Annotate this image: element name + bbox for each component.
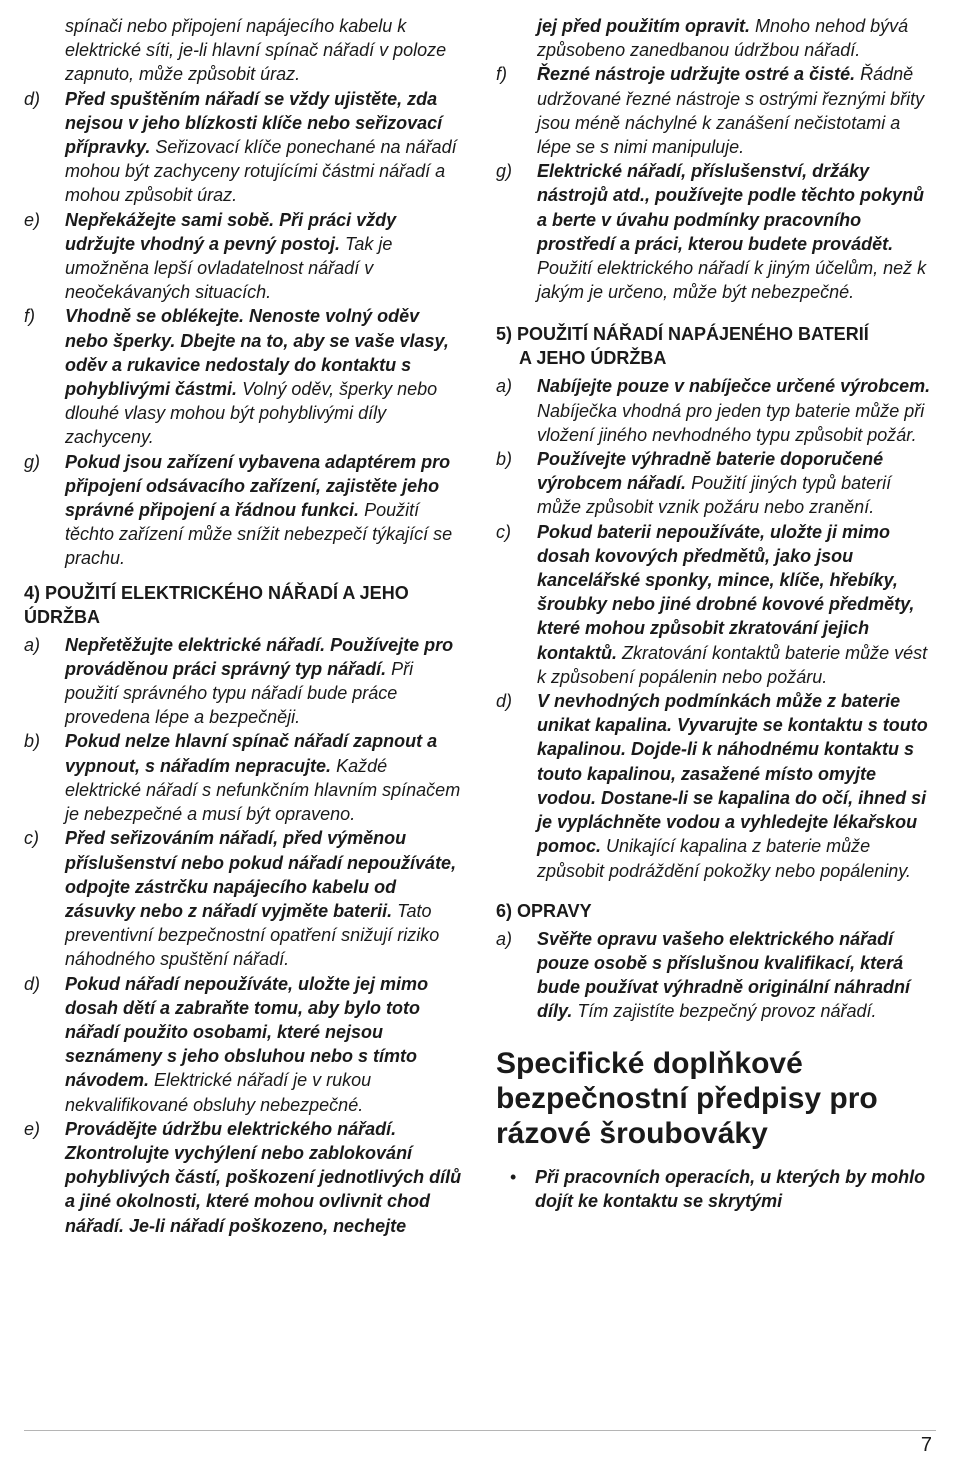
item-label: b)	[24, 731, 41, 752]
item-label: g)	[24, 451, 41, 472]
item-c-continuation	[24, 14, 464, 87]
item-label: f)	[24, 306, 35, 327]
section-4-heading: 4) POUŽITÍ ELEKTRICKÉHO NÁŘADÍ A JEHO ÚDRŽBA	[24, 582, 409, 627]
item-label: d)	[496, 691, 513, 712]
item-f	[24, 304, 464, 449]
item-text: Svěřte opravu vašeho elektrického nářadí pouze osobě s příslušnou kvalifikací, která bude používat výhradně originální náhradní díly. Tím zajistíte bezpečný provoz nářadí.	[537, 928, 911, 1022]
item-5d	[496, 689, 936, 883]
item-4c	[24, 826, 464, 971]
continuation-text: jej před použitím opravit. Mnoho nehod bývá způsobeno zanedbanou údržbou nářadí.	[537, 16, 909, 61]
item-label: a)	[496, 928, 513, 949]
item-text: Pokud nářadí nepoužíváte, uložte jej mimo dosah dětí a zabraňte tomu, aby bylo toto nářadí použito osobami, které nejsou seznámeny s jeho obsluhou nebo s tímto návodem. Elektrické nářadí je v rukou nekvalifikované obsluhy nebezpečné.	[65, 973, 429, 1115]
continuation-text: spínači nebo připojení napájecího kabelu k elektrické síti, je-li hlavní spínač nářadí v poloze zapnuto, může způsobit úraz.	[65, 16, 447, 85]
item-text: Elektrické nářadí, příslušenství, držáky nástrojů atd., používejte podle těchto pokynů a berte v úvahu podmínky pracovního prostředí a práci, kterou budete provádět. Použití elektrického nářadí k jiným účelům, než k jakým je určeno, může být nebezpečné.	[537, 161, 927, 303]
item-text: Provádějte údržbu elektrického nářadí. Zkontrolujte vychýlení nebo zablokování pohyblivých částí, poškození jednotlivých dílů a jiné okolnosti, které mohou ovlivnit chod nářadí. Je-li nářadí poškozeno, nechejte	[65, 1118, 462, 1236]
item-e	[24, 208, 464, 305]
item-label: c)	[24, 828, 39, 849]
item-text: Řezné nástroje udržujte ostré a čisté. Řádně udržované řezné nástroje s ostrými řeznými břity jsou méně náchylné k zanášení nečistotami a lépe se s nimi manipuluje.	[537, 64, 925, 158]
item-5c	[496, 520, 936, 689]
item-text: Pokud jsou zařízení vybavena adaptérem pro připojení odsávacího zařízení, zajistěte jeho správné připojení a řádnou funkci. Použití těchto zařízení může snížit nebezpečí týkající se prachu.	[65, 451, 453, 569]
item-text: Před seřizováním nářadí, před výměnou příslušenství nebo pokud nářadí nepoužíváte, odpojte zástrčku napájecího kabelu od zásuvky nebo z nářadí vyjměte baterii. Tato preventivní bezpečnostní opatření snižují riziko náhodného spuštění nářadí.	[65, 828, 457, 970]
item-label: e)	[24, 1118, 41, 1139]
bullet-text: Při pracovních operacích, u kterých by mohlo dojít ke kontaktu se skrytými	[535, 1166, 926, 1211]
section-5-heading: 5) POUŽITÍ NÁŘADÍ NAPÁJENÉHO BATERIÍ A JEHO ÚDRŽBA	[496, 324, 869, 369]
bullet-mark: •	[510, 1166, 517, 1187]
item-text: Pokud baterii nepoužíváte, uložte ji mimo dosah kovových předmětů, jako jsou kancelářské sponky, mince, klíče, hřebíky, šroubky nebo jiné drobné kovové předměty, které mohou způsobit zkratování jejich kontaktů. Zkratování kontaktů baterie může vést k způsobení popálenin nebo požáru.	[537, 521, 928, 687]
item-text: Nepřekážejte sami sobě. Při práci vždy udržujte vhodný a pevný postoj. Tak je umožněna lepší ovladatelnost nářadí v neočekávaných situacích.	[65, 209, 397, 303]
item-4e	[24, 1117, 464, 1238]
item-label: b)	[496, 449, 513, 470]
item-label: g)	[496, 161, 513, 182]
page-number: 7	[920, 1434, 932, 1456]
item-text: V nevhodných podmínkách může z baterie unikat kapalina. Vyvarujte se kontaktu s touto kapalinou. Dojde-li k náhodnému kontaktu s touto kapalinou, zasažené místo omyjte vodou. Dostane-li se kapalina do očí, ihned si je vypláchněte vodou a vyhledejte lékařskou pomoc. Unikající kapalina z baterie může způsobit podráždění pokožky nebo popáleniny.	[537, 691, 928, 881]
section-6-heading: 6) OPRAVY	[496, 900, 592, 921]
item-5a	[496, 374, 936, 447]
section-heading-large: Specifické doplňkové bezpečnostní předpisy pro rázové šroubováky	[496, 1046, 878, 1150]
item-label: a)	[24, 634, 41, 655]
item-4b	[24, 729, 464, 826]
item-text: Pokud nelze hlavní spínač nářadí zapnout a vypnout, s nářadím nepracujte. Každé elektrické nářadí s nefunkčním hlavním spínačem je nebezpečné a musí být opraveno.	[65, 731, 461, 825]
item-e-continuation	[496, 14, 936, 62]
item-4d	[24, 972, 464, 1117]
item-4a	[24, 633, 464, 730]
item-d	[24, 87, 464, 208]
item-label: c)	[496, 521, 511, 542]
right-column	[496, 14, 936, 1213]
item-g	[496, 159, 936, 304]
bullet-item	[496, 1165, 936, 1213]
item-text: Nabíjejte pouze v nabíječce určené výrobcem. Nabíječka vhodná pro jeden typ baterie může při vložení jiného nevhodného typu způsobit požár.	[537, 376, 931, 445]
item-g	[24, 450, 464, 571]
item-label: e)	[24, 209, 41, 230]
item-text: Používejte výhradně baterie doporučené výrobcem nářadí. Použití jiných typů baterií může způsobit vznik požáru nebo zranění.	[537, 449, 892, 518]
item-f	[496, 62, 936, 159]
item-text: Nepřetěžujte elektrické nářadí. Používejte pro prováděnou práci správný typ nářadí. Při použití správného typu nářadí bude práce provedena lépe a bezpečněji.	[65, 634, 454, 728]
item-label: f)	[496, 64, 507, 85]
item-label: d)	[24, 88, 41, 109]
item-6a	[496, 927, 936, 1024]
item-text: Před spuštěním nářadí se vždy ujistěte, zda nejsou v jeho blízkosti klíče nebo seřizovací přípravky. Seřizovací klíče ponechané na nářadí mohou být zachyceny rotujícími částmi nářadí a mohou způsobit úraz.	[65, 88, 457, 206]
item-label: a)	[496, 376, 513, 397]
item-label: d)	[24, 973, 41, 994]
footer-divider	[24, 1430, 936, 1431]
item-text: Vhodně se oblékejte. Nenoste volný oděv nebo šperky. Dbejte na to, aby se vaše vlasy, oděv a rukavice nedostaly do kontaktu s pohyblivými částmi. Volný oděv, šperky nebo dlouhé vlasy mohou být pohyblivými díly zachyceny.	[65, 306, 449, 448]
left-column	[24, 14, 464, 1238]
item-5b	[496, 447, 936, 520]
